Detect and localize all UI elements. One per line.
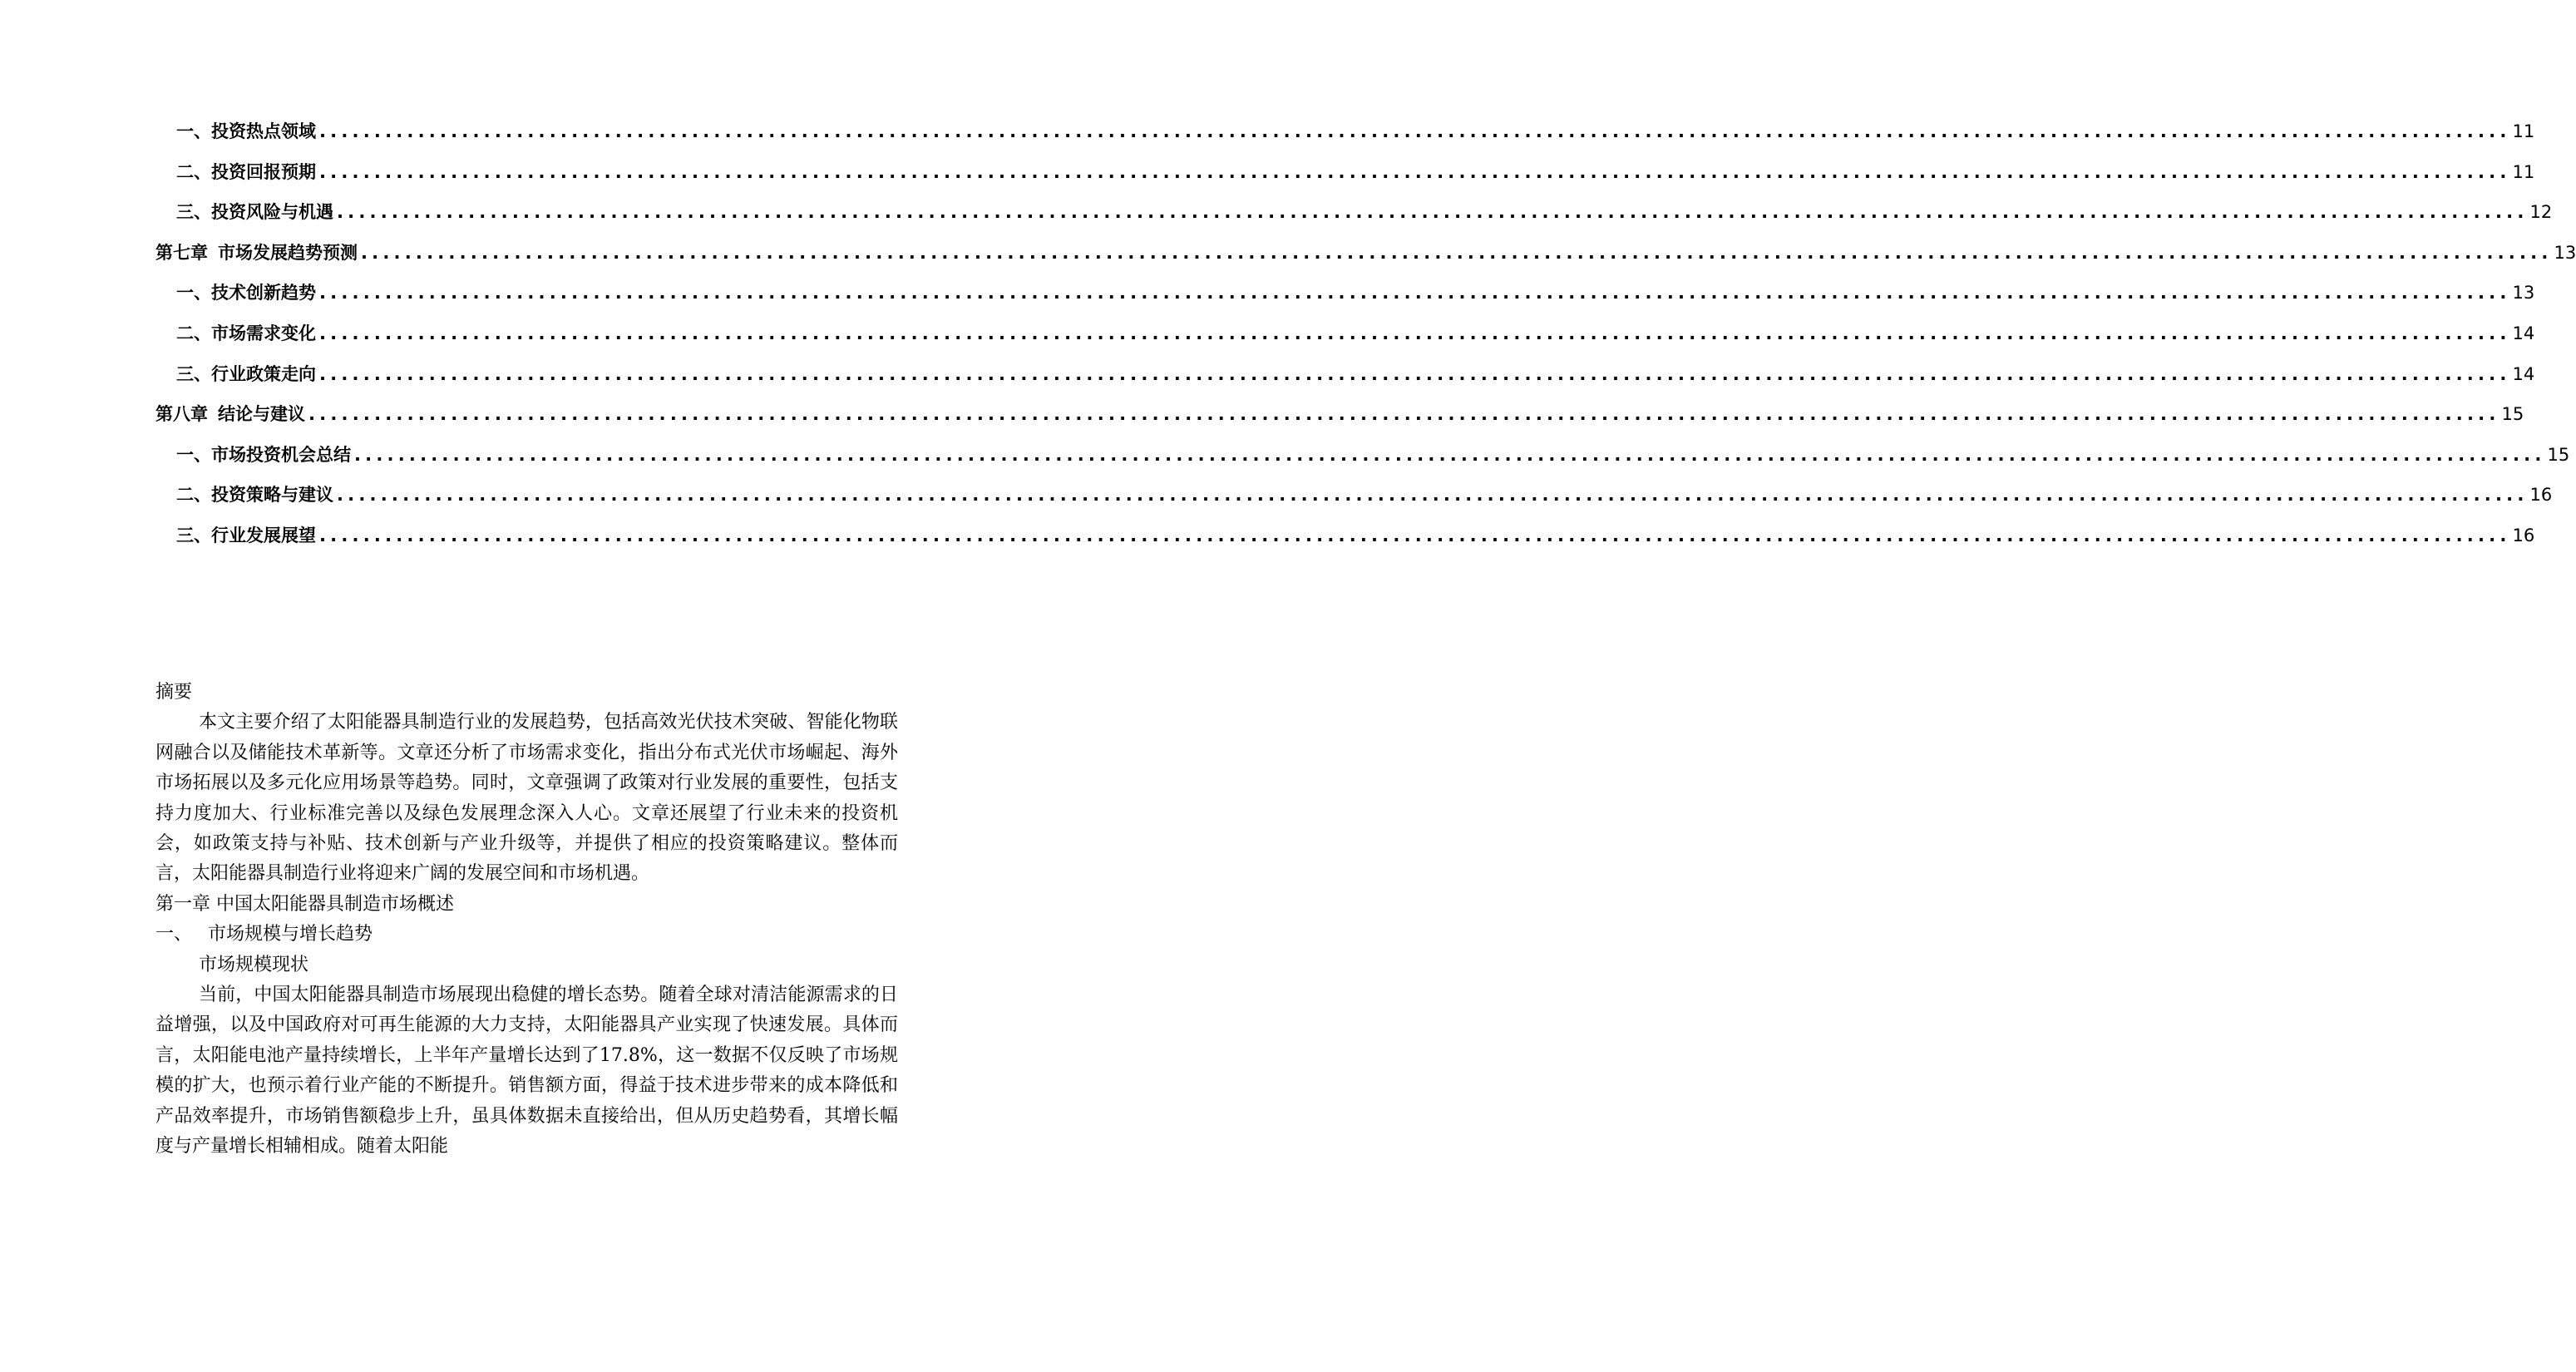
toc-entry-page: 13	[2554, 242, 2576, 263]
chapter-title: 第一章 中国太阳能器具制造市场概述	[155, 893, 454, 915]
section-number: 一、	[155, 924, 193, 945]
toc-entry-number: 三、	[176, 202, 211, 223]
toc-entry-title: 结论与建议	[218, 404, 305, 425]
toc-leader-dots: ........................................................................................................................................................................................................	[319, 121, 2511, 141]
toc-entry-page: 16	[2512, 525, 2535, 545]
toc-entry-page: 15	[2547, 444, 2570, 465]
toc-chapter-entry[interactable]	[155, 401, 2524, 442]
toc-entry-page: 12	[2529, 202, 2553, 223]
toc-entry[interactable]	[155, 361, 2535, 402]
abstract-paragraph: 本文主要介绍了太阳能器具制造行业的发展趋势，包括高效光伏技术突破、智能化物联网融合以及储能技术革新等。文章还分析了市场需求变化，指出分布式光伏市场崛起、海外市场拓展以及多元化应用场景等趋势。同时，文章强调了政策对行业发展的重要性，包括支持力度加大、行业标准完善以及绿色发展理念深入人心。文章还展望了行业未来的投资机会，如政策支持与补贴、技术创新与产业升级等，并提供了相应的投资策略建议。整体而言，太阳能器具制造行业将迎来广阔的发展空间和市场机遇。	[155, 712, 898, 885]
abstract-heading: 摘要	[155, 682, 193, 703]
toc-entry-title: 市场需求变化	[211, 323, 316, 343]
toc-entry-page: 13	[2512, 283, 2535, 304]
toc-entry-title: 市场投资机会总结	[211, 444, 351, 465]
toc-entry[interactable]	[155, 320, 2535, 361]
document-body	[155, 678, 898, 1162]
toc-leader-dots: ........................................................................................................................................................................................................	[308, 404, 2500, 425]
toc-entry-number: 三、	[176, 525, 211, 545]
table-of-contents	[155, 118, 2576, 563]
toc-leader-dots: ........................................................................................................................................................................................................	[319, 161, 2511, 182]
body-paragraph: 当前，中国太阳能器具制造市场展现出稳健的增长态势。随着全球对清洁能源需求的日益增强，以及中国政府对可再生能源的大力支持，太阳能器具产业实现了快速发展。具体而言，太阳能电池产量持续增长，上半年产量增长达到了17.8%，这一数据不仅反映了市场规模的扩大，也预示着行业产能的不断提升。销售额方面，得益于技术进步带来的成本降低和产品效率提升，市场销售额稳步上升，虽具体数据未直接给出，但从历史趋势看，其增长幅度与产量增长相辅相成。随着太阳能	[155, 985, 898, 1157]
toc-entry[interactable]	[155, 442, 2570, 482]
toc-entry-title: 行业发展展望	[211, 525, 316, 545]
toc-leader-dots: ........................................................................................................................................................................................................	[354, 444, 2546, 465]
toc-entry[interactable]	[155, 118, 2535, 159]
toc-entry-title: 投资风险与机遇	[211, 202, 333, 223]
toc-entry-title: 市场发展趋势预测	[218, 242, 358, 263]
toc-leader-dots: ........................................................................................................................................................................................................	[361, 242, 2553, 263]
toc-chapter-number: 第七章	[155, 242, 208, 263]
toc-leader-dots: ........................................................................................................................................................................................................	[319, 323, 2511, 343]
toc-chapter-number: 第八章	[155, 404, 208, 425]
section-title: 市场规模与增长趋势	[208, 924, 373, 945]
toc-entry-number: 三、	[176, 363, 211, 384]
section-heading	[155, 920, 898, 950]
toc-entry-number: 二、	[176, 161, 211, 182]
toc-entry-title: 投资热点领域	[211, 121, 316, 141]
toc-entry-page: 11	[2512, 161, 2535, 182]
toc-chapter-entry[interactable]	[155, 239, 2576, 280]
toc-entry-number: 一、	[176, 444, 211, 465]
toc-entry-page: 16	[2529, 485, 2553, 506]
toc-entry-title: 投资回报预期	[211, 161, 316, 182]
toc-entry-title: 行业政策走向	[211, 363, 316, 384]
toc-leader-dots: ........................................................................................................................................................................................................	[337, 202, 2529, 223]
toc-leader-dots: ........................................................................................................................................................................................................	[337, 485, 2529, 506]
toc-entry-number: 二、	[176, 323, 211, 343]
toc-entry[interactable]	[155, 279, 2535, 320]
toc-entry-number: 一、	[176, 121, 211, 141]
toc-entry-title: 技术创新趋势	[211, 283, 316, 304]
toc-leader-dots: ........................................................................................................................................................................................................	[319, 363, 2511, 384]
toc-leader-dots: ........................................................................................................................................................................................................	[319, 283, 2511, 304]
toc-entry-page: 15	[2501, 404, 2524, 425]
toc-entry-page: 14	[2512, 363, 2535, 384]
toc-leader-dots: ........................................................................................................................................................................................................	[319, 525, 2511, 545]
toc-entry[interactable]	[155, 159, 2535, 200]
toc-entry-number: 二、	[176, 485, 211, 506]
toc-entry-number: 一、	[176, 283, 211, 304]
toc-entry-page: 11	[2512, 121, 2535, 141]
toc-entry[interactable]	[155, 522, 2535, 563]
subsection-heading: 市场规模现状	[199, 954, 309, 975]
toc-entry-title: 投资策略与建议	[211, 485, 333, 506]
toc-entry[interactable]	[155, 199, 2553, 239]
toc-entry[interactable]	[155, 481, 2553, 522]
toc-entry-page: 14	[2512, 323, 2535, 343]
